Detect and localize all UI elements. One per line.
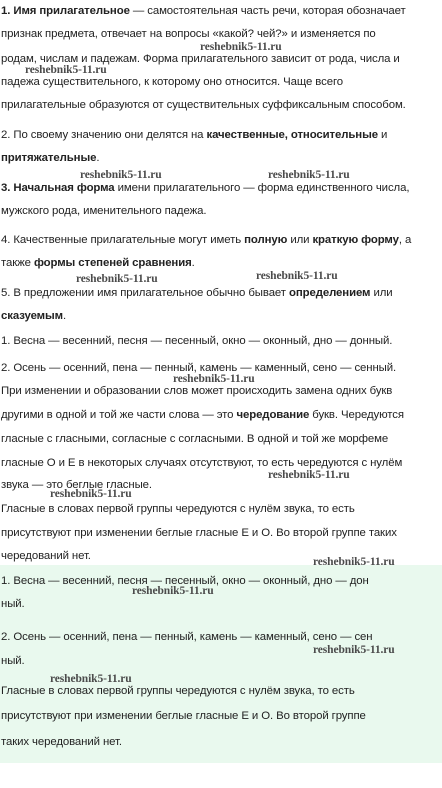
example-2: 2. Осень — осенний, пена — пенный, камень — каменный, сено — сенный. [1,362,397,374]
paragraph-2-line-1: 2. По своему значению они делятся на качественные, относительные и [1,129,388,141]
paragraph-5-line-1: 5. В предложении имя прилагательное обычно бывает определением или [1,287,393,299]
paragraph-7-line-2: присутствуют при изменении беглые гласные Е и О. Во второй группе таких [1,527,397,539]
paragraph-1-line-5: прилагательные образуются от существительных суффиксальным способом. [1,99,406,111]
watermark: reshebnik5-11.ru [50,673,132,685]
paragraph-4-line-2: также формы степеней сравнения. [1,257,195,269]
answer-example-1-line-2: ный. [1,598,25,610]
paragraph-6-line-1: При изменении и образовании слов может происходить замена одних букв [1,385,393,397]
paragraph-6-line-5: звука — это беглые гласные. [1,479,152,491]
watermark: reshebnik5-11.ru [268,469,350,481]
watermark: reshebnik5-11.ru [132,585,214,597]
paragraph-6-line-2: другими в одной и той же части слова — это чередование букв. Чередуются [1,409,404,421]
paragraph-3-line-2: мужского рода, именительного падежа. [1,205,207,217]
watermark: reshebnik5-11.ru [50,488,132,500]
watermark: reshebnik5-11.ru [200,41,282,53]
paragraph-5-line-2: сказуемым. [1,310,67,322]
paragraph-1-line-4: падежа существительного, к которому оно относится. Чаще всего [1,76,344,88]
watermark: reshebnik5-11.ru [268,169,350,181]
paragraph-1-line-3: родам, числам и падежам. Форма прилагательного зависит от рода, числа и [1,53,400,65]
watermark: reshebnik5-11.ru [80,169,162,181]
answer-paragraph-line-2: присутствуют при изменении беглые гласные Е и О. Во второй группе [1,710,366,722]
answer-example-2-line-2: ный. [1,655,25,667]
paragraph-1-line-1: 1. Имя прилагательное — самостоятельная часть речи, которая обозначает [1,5,406,17]
watermark: reshebnik5-11.ru [173,373,255,385]
watermark: reshebnik5-11.ru [313,556,395,568]
example-1: 1. Весна — весенний, песня — песенный, окно — оконный, дно — донный. [1,335,393,347]
term-adjective: 1. Имя прилагательное [1,5,130,17]
answer-highlight-block [0,565,442,763]
answer-paragraph-line-3: таких чередований нет. [1,736,122,748]
paragraph-2-line-2: притяжательные. [1,152,100,164]
answer-paragraph-line-1: Гласные в словах первой группы чередуются с нулём звука, то есть [1,685,355,697]
watermark: reshebnik5-11.ru [25,64,107,76]
paragraph-6-line-3: гласные с гласными, согласные с согласными. В одной и той же морфеме [1,433,389,445]
paragraph-1-line-2: признак предмета, отвечает на вопросы «какой? чей?» и изменяется по [1,28,376,40]
paragraph-4-line-1: 4. Качественные прилагательные могут иметь полную или краткую форму, а [1,234,412,246]
watermark: reshebnik5-11.ru [313,644,395,656]
paragraph-6-line-4: гласные О и Е в некоторых случаях отсутствуют, то есть чередуются с нулём [1,457,403,469]
paragraph-7-line-1: Гласные в словах первой группы чередуются с нулём звука, то есть [1,503,355,515]
answer-example-2-line-1: 2. Осень — осенний, пена — пенный, камень — каменный, сено — сен [1,631,373,643]
watermark: reshebnik5-11.ru [76,273,158,285]
paragraph-7-line-3: чередований нет. [1,550,91,562]
answer-example-1-line-1: 1. Весна — весенний, песня — песенный, окно — оконный, дно — дон [1,575,369,587]
paragraph-3-line-1: 3. Начальная форма имени прилагательного — форма единственного числа, [1,182,410,194]
watermark: reshebnik5-11.ru [256,270,338,282]
